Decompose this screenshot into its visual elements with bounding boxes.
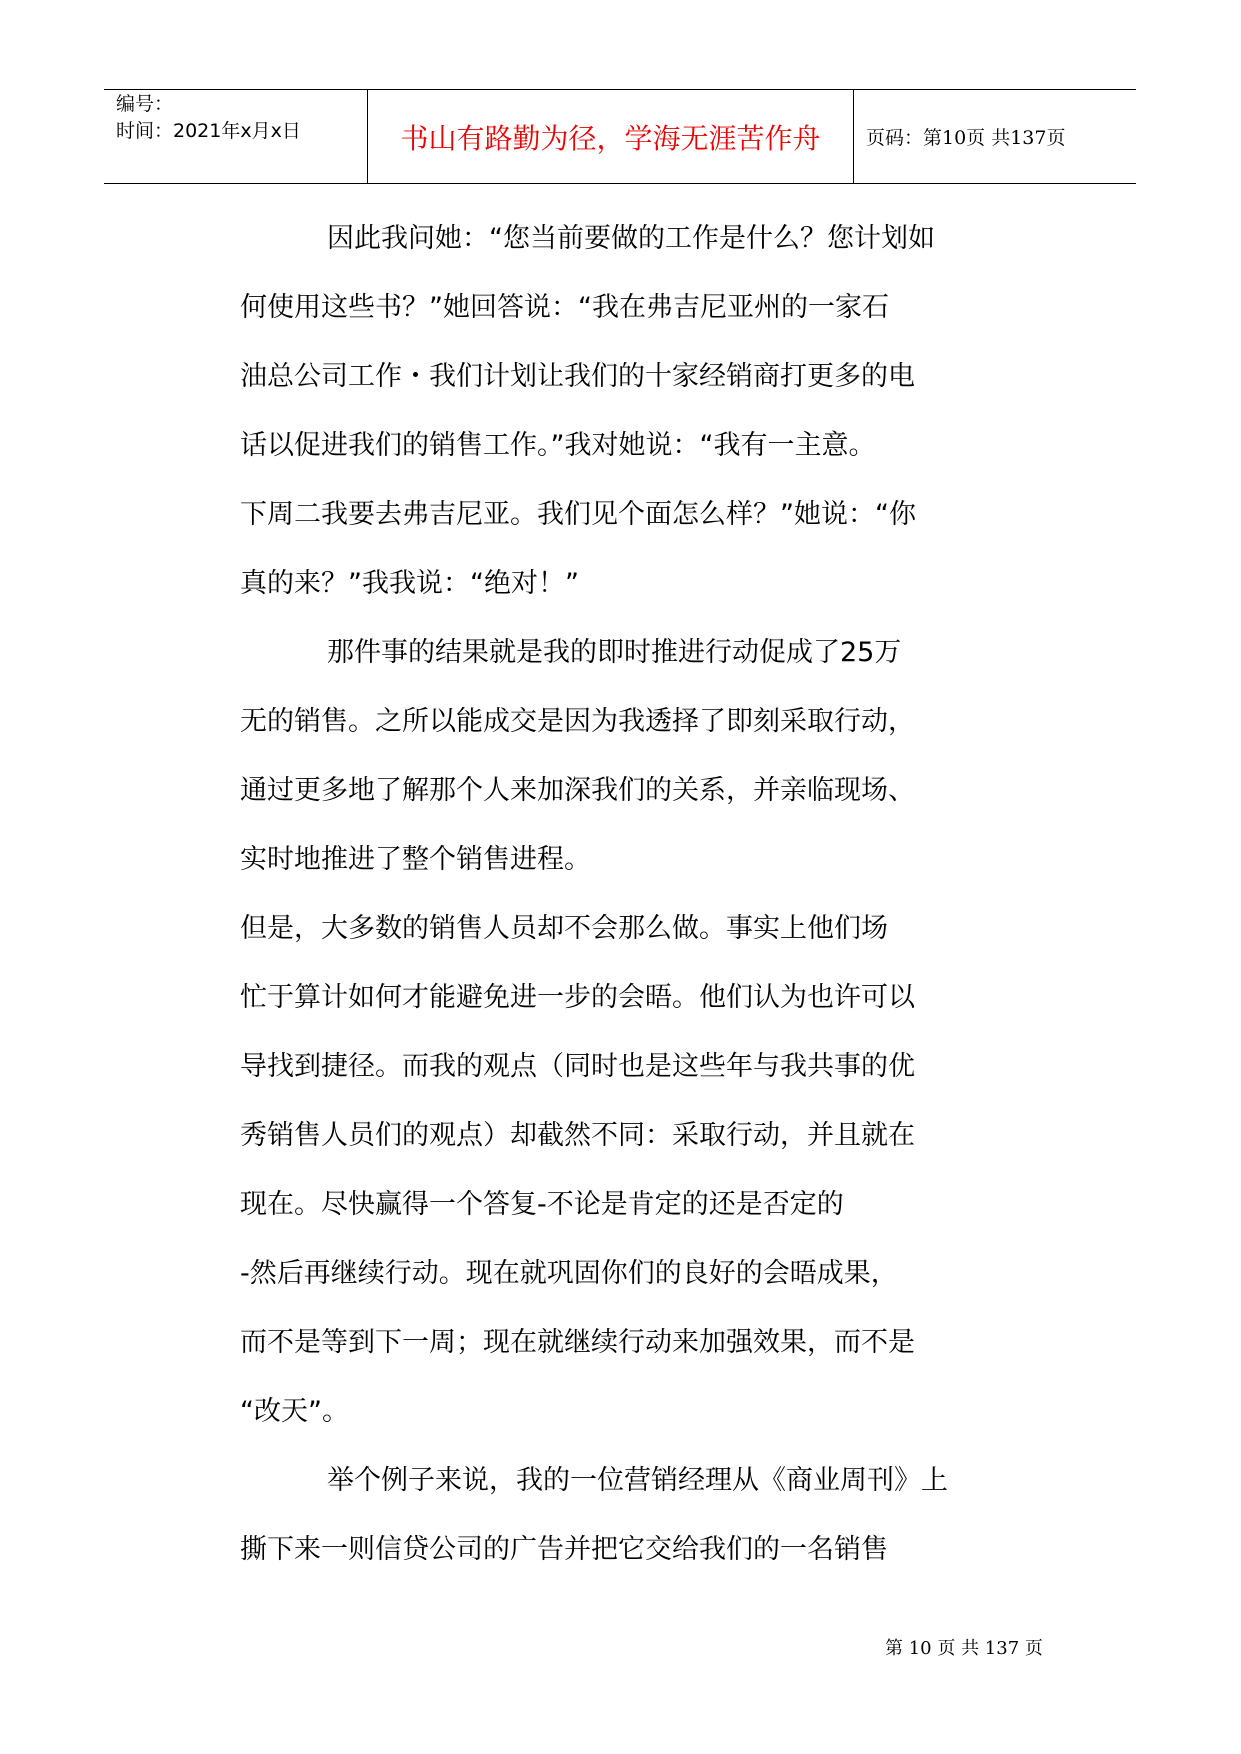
body-line: 下周二我要去弗吉尼亚。我们见个面怎么样？”她说：“你 [240, 499, 916, 530]
number-label: 编号： [116, 93, 174, 115]
body-line: 忙于算计如何才能避免进一步的会晤。他们认为也许可以 [240, 982, 915, 1013]
body-line: 那件事的结果就是我的即时推进行动促成了25万 [327, 637, 902, 668]
body-line: 导找到捷径。而我的观点（同时也是这些年与我共事的优 [240, 1051, 915, 1082]
body-line: 因此我问她：“您当前要做的工作是什么？您计划如 [327, 223, 935, 254]
body-line: 真的来？”我我说：“绝对！” [240, 568, 579, 599]
body-line: 实时地推进了整个销售进程。 [240, 844, 591, 875]
time-label: 时间：2021年x月x日 [116, 120, 301, 142]
body-line: 举个例子来说，我的一位营销经理从《商业周刊》上 [327, 1465, 948, 1496]
body-line: 何使用这些书？”她回答说：“我在弗吉尼亚州的一家石 [240, 292, 889, 323]
page-footer: 第 10 页 共 137 页 [885, 1638, 1043, 1659]
body-line: 油总公司工作・我们计划让我们的十家经销商打更多的电 [240, 361, 915, 392]
header-motto: 书山有路勤为径，学海无涯苦作舟 [400, 121, 821, 155]
body-line: 无的销售。之所以能成交是因为我透择了即刻采取行动， [240, 706, 915, 737]
body-line: 撕下来一则信贷公司的广告并把它交给我们的一名销售 [240, 1534, 888, 1565]
body-line: 话以促进我们的销售工作。”我对她说：“我有一主意。 [240, 430, 876, 461]
body-line: -然后再继续行动。现在就巩固你们的良好的会晤成果， [240, 1258, 898, 1289]
body-line: 但是，大多数的销售人员却不会那么做。事实上他们场 [240, 913, 888, 944]
body-line: 通过更多地了解那个人来加深我们的关系，并亲临现场、 [240, 775, 915, 806]
body-line: 现在。尽快赢得一个答复-不论是肯定的还是否定的 [240, 1189, 844, 1220]
body-line: “改天”。 [240, 1396, 349, 1427]
header-page-code: 页码：第10页 共137页 [866, 127, 1066, 149]
body-line: 而不是等到下一周；现在就继续行动来加强效果，而不是 [240, 1327, 915, 1358]
body-line: 秀销售人员们的观点）却截然不同：采取行动，并且就在 [240, 1120, 915, 1151]
